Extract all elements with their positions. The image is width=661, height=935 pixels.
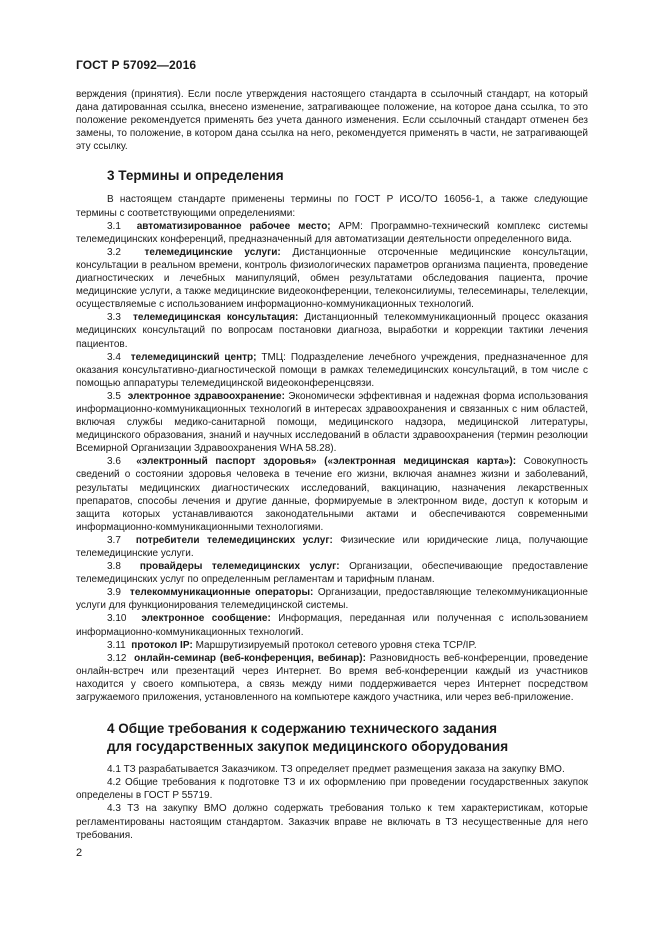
clause-text: ТЗ разрабатывается Заказчиком. ТЗ определяет предмет размещения заказа на закупку ВМО. (120, 764, 565, 776)
term-number: 3.4 (107, 351, 121, 363)
term-name: телемедицинская консультация: (132, 312, 299, 324)
term-name: электронное здравоохранение: (127, 390, 285, 402)
term-number: 3.9 (107, 587, 121, 599)
term-name: потребители телемедицинских услуг: (135, 534, 333, 546)
term-text: Совокупность сведений о состоянии здоровья человека в течение его жизни, включая анамнез жизни и заболеваний, результаты медицинских диагностических исследований, вакцинацию, назначения лекарственных препаратов, способы лечения и другие данные, формируемые в электронном виде, доступ к которым и защита которых устанавливаются законодательными актами и обеспечиваются современными информационно-коммуникационными технологиями. (76, 456, 589, 533)
section-4-title (107, 720, 588, 756)
term-text: ТМЦ: Подразделение лечебного учреждения, предназначенное для оказания консультативно-диагностической помощи в рамках телемедицинских консультаций, в том числе с помощью аппаратуры телемедицинской видеоконференцсвязи. (76, 351, 589, 389)
term-text: Маршрутизируемый протокол сетевого уровня стека TCP/IP. (192, 639, 477, 651)
clause (76, 776, 588, 802)
term-number: 3.10 (107, 613, 127, 625)
term-definition (76, 560, 588, 586)
term-name: телемедицинские услуги: (144, 246, 281, 258)
term-name: автоматизированное рабочее место; (136, 220, 331, 232)
term-text: АРМ: Программно-технический комплекс системы телемедицинских конференций, предназначенный для автоматизации деятельности определенного вида. (76, 220, 588, 245)
term-text: Организации, обеспечивающие предоставление телемедицинских услуг по определенным регламентам и тарифным планам. (76, 561, 589, 586)
term-number: 3.1 (107, 220, 121, 232)
term-name: электронное сообщение: (141, 613, 271, 625)
term-number: 3.7 (107, 534, 121, 546)
term-definition (76, 351, 588, 390)
term-text: Дистанционный телекоммуникационный процесс оказания медицинских консультаций по вопросам постановки диагноза, выработки и коррекции тактики лечения пациентов. (76, 312, 588, 350)
term-text: Организации, предоставляющие телекоммуникационные услуги для функционирования телемедицинской системы. (76, 587, 588, 612)
term-definition (76, 534, 588, 560)
section-3-terms (76, 220, 588, 704)
term-definition (76, 220, 588, 246)
clause-text: ТЗ на закупку ВМО должно содержать требования только к тем характеристикам, которые регламентированы настоящим стандартом. Заказчик вправе не включать в ТЗ несущественные для него требования. (76, 803, 588, 841)
section-3-title: 3 Термины и определения (107, 168, 284, 184)
document-body (76, 86, 588, 842)
page-number: 2 (76, 847, 83, 859)
section-4-clauses (76, 763, 588, 842)
term-number: 3.11 (107, 639, 126, 651)
term-definition (76, 246, 588, 311)
term-definition (76, 639, 588, 652)
term-number: 3.3 (107, 312, 121, 324)
term-name: телемедицинский центр; (130, 351, 257, 363)
term-name: телекоммуникационные операторы: (129, 587, 314, 599)
section-4-title-line-2: для государственных закупок медицинского оборудования (107, 739, 509, 755)
clause-text: Общие требования к подготовке ТЗ и их оформлению при проведении государственных закупок определены в ГОСТ Р 55719. (76, 777, 588, 802)
document-header: ГОСТ Р 57092—2016 (76, 58, 197, 72)
clause-number: 4.3 (107, 803, 121, 815)
section-3-lead: В настоящем стандарте применены термины по ГОСТ Р ИСО/ТО 16056-1, а также следующие термины с соответствующими определениями: (76, 194, 588, 219)
term-text: Разновидность веб-конференции, проведение онлайн-встреч или презентаций через Интернет. Во время веб-конференции каждый из участников находится у своего компьютера, а связь между ними поддерживается через Интернет посредством загружаемого приложения, установленного на компьютере каждого участника, или через веб-приложение. (76, 652, 589, 704)
term-text: Экономически эффективная и надежная форма использования информационно-коммуникационных технологий в интересах здравоохранения и связанных с ним областей, включая службы медико-санитарной помощи, медицинского надзора, медицинской литературы, медицинского образования, знаний и научных исследований в области здравоохранения (термин резолюции Всемирной Организации Здравоохранения WHA 58.28). (76, 390, 588, 455)
term-name: онлайн-семинар (веб-конференция, вебинар): (134, 652, 366, 664)
term-number: 3.5 (107, 390, 121, 402)
term-text: Информация, переданная или полученная с использованием информационно-коммуникационных технологий. (76, 613, 588, 638)
clause-number: 4.2 (107, 777, 121, 789)
term-number: 3.8 (107, 561, 121, 573)
term-definition (76, 652, 588, 704)
term-definition (76, 586, 588, 612)
term-number: 3.2 (107, 246, 121, 258)
term-text: Физические или юридические лица, получающие телемедицинские услуги. (76, 534, 589, 559)
clause (76, 802, 588, 841)
section-4-title-line-1: 4 Общие требования к содержанию технического задания (107, 721, 498, 737)
term-name: протокол IP: (131, 639, 193, 651)
term-definition (76, 311, 588, 350)
term-definition (76, 455, 588, 534)
clause (76, 763, 588, 776)
term-definition (76, 612, 588, 638)
clause-number: 4.1 (107, 764, 121, 776)
term-definition (76, 390, 588, 455)
term-name: провайдеры телемедицинских услуг: (139, 561, 340, 573)
intro-paragraph: верждения (принятия). Если после утверждения настоящего стандарта в ссылочный стандарт, на который дана датированная ссылка, внесено изменение, затрагивающее положение, на которое дана ссылка, то это положение рекомендуется применять без учета данного изменения. Если ссылочный стандарт отменен без замены, то положение, в котором дана ссылка на него, рекомендуется применять в части, не затрагивающей эту ссылку. (76, 89, 588, 153)
term-name: «электронный паспорт здоровья» («электронная медицинская карта»): (136, 456, 517, 468)
term-number: 3.12 (107, 652, 127, 664)
term-text: Дистанционные отсроченные медицинские консультации, консультации в реальном времени, контроль физиологических параметров организма пациента, проведение диагностических и лечебных манипуляций, обмен результатами обследования пациента, прочие медицинские услуги, а также медицинские видеоконференции, телеконсилиумы, телесеминары, телелекции, осуществляемые с использованием информационно-коммуникационных технологий. (76, 246, 588, 311)
term-number: 3.6 (107, 456, 121, 468)
